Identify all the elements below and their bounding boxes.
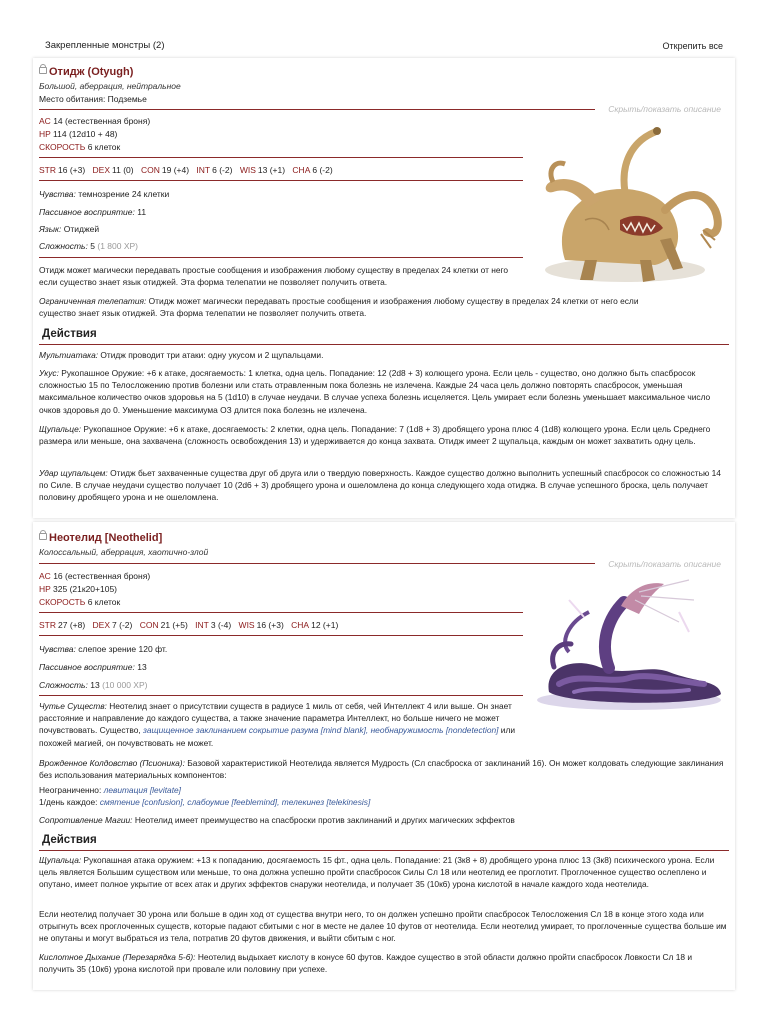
action-acid-breath bbox=[39, 951, 729, 975]
passive-perception bbox=[39, 207, 146, 217]
action-tentacles-cont: Если неотелид получает 30 урона или больше в один ход от существа внутри него, то он должен успешно пройти спасбросок Телосложения Сл 18 в конце этого хода или отрыгнуть всех проглоченных существ, которые падают сбитыми с ног в месте не далее 10 футов от неотелида. Если неотелид умирает, то проглоченные существа больше им не опутаны и могут выбраться из тела, потратив 20 футов движения, и выйти сбитым с ног. bbox=[39, 909, 727, 944]
ability-scores bbox=[39, 620, 343, 630]
monster-habitat: Место обитания: Подземье bbox=[39, 94, 147, 104]
ability-value: 7 (-2) bbox=[112, 620, 133, 630]
ac-label: AC bbox=[39, 116, 51, 126]
senses-label: Чувства: bbox=[39, 644, 76, 654]
challenge-rating bbox=[39, 241, 138, 251]
action-label: Мультиатака: bbox=[39, 350, 99, 360]
ability-value: 27 (+8) bbox=[58, 620, 86, 630]
senses-value: темнозрение 24 клетки bbox=[78, 189, 170, 199]
speed-label: СКОРОСТЬ bbox=[39, 142, 86, 152]
unpin-all-button[interactable]: Открепить все bbox=[662, 41, 723, 51]
trait-innate-spellcasting bbox=[39, 757, 729, 781]
ability-key: DEX bbox=[92, 620, 111, 630]
monster-card-neothelid bbox=[33, 522, 735, 990]
ability-con bbox=[140, 620, 188, 630]
ability-value: 16 (+3) bbox=[256, 620, 284, 630]
ability-scores bbox=[39, 165, 338, 175]
ability-str bbox=[39, 620, 85, 630]
hp-label: HP bbox=[39, 584, 51, 594]
monster-type-line: Колоссальный, аберрация, хаотично-злой bbox=[39, 547, 209, 557]
ability-int bbox=[196, 165, 232, 175]
actions-heading: Действия bbox=[42, 834, 97, 846]
trait-label: Чутье Существ: bbox=[39, 701, 107, 711]
divider bbox=[39, 612, 523, 613]
challenge-rating bbox=[39, 680, 147, 690]
ability-key: CHA bbox=[291, 620, 310, 630]
ability-value: 21 (+5) bbox=[160, 620, 188, 630]
passive-label: Пассивное восприятие: bbox=[39, 207, 135, 217]
divider bbox=[39, 563, 595, 564]
action-label: Удар щупальцем: bbox=[39, 468, 108, 478]
cr-label: Сложность: bbox=[39, 241, 88, 251]
ability-dex bbox=[93, 165, 134, 175]
hp-value: 114 (12d10 + 48) bbox=[53, 129, 118, 139]
action-tentacles bbox=[39, 854, 729, 891]
ac-value: 14 (естественная броня) bbox=[53, 116, 151, 126]
ability-key: INT bbox=[196, 165, 211, 175]
senses-label: Чувства: bbox=[39, 189, 76, 199]
ability-wis bbox=[239, 620, 284, 630]
cr-value: 5 bbox=[90, 241, 95, 251]
ability-key: WIS bbox=[238, 620, 255, 630]
action-multiattack bbox=[39, 349, 729, 361]
action-label: Кислотное Дыхание (Перезарядка 5-6): bbox=[39, 952, 196, 962]
ability-key: STR bbox=[39, 620, 56, 630]
hp-value: 325 (21к20+105) bbox=[53, 584, 118, 594]
ability-str bbox=[39, 165, 85, 175]
ability-cha bbox=[292, 165, 332, 175]
ability-key: CON bbox=[140, 165, 160, 175]
ability-con bbox=[141, 165, 189, 175]
spells-per-day bbox=[39, 796, 729, 808]
trait-text: Базовой характеристикой Неотелида является Мудрость (Сл спасброска от заклинаний 16). Он может колдовать следующие заклинания без использования материальных компонентов: bbox=[39, 758, 724, 781]
monster-card-otyugh bbox=[33, 58, 735, 518]
ac-label: AC bbox=[39, 571, 51, 581]
action-text: Рукопашная атака оружием: +13 к попаданию, досягаемость 15 фт., одна цель. Попадание: 21 (3к8 + 8) дробящего урона плюс 13 (3к8) психического урона. Если цель является Большим существом или меньше, то она должна успешно пройти спасбросок Силы Сл 18 или неотелид ее проглотит. Проглоченное существо ослеплено и опутано, имеет полное укрытие от всех атак и других эффектов снаружи неотелида, и получает 35 (10к6) урона кислотой в начале каждого хода неотелида. bbox=[39, 855, 715, 890]
ability-key: DEX bbox=[92, 165, 111, 175]
trait-text: Неотелид имеет преимущество на спасброски против заклинаний и других магических эффектов bbox=[134, 815, 515, 825]
action-label: Укус: bbox=[39, 368, 59, 378]
trait-label: Врожденное Колдовство (Псионика): bbox=[39, 758, 185, 768]
ability-value: 3 (-4) bbox=[210, 620, 232, 630]
divider bbox=[39, 635, 523, 636]
ac-value: 16 (естественная броня) bbox=[53, 571, 151, 581]
languages-label: Язык: bbox=[39, 224, 62, 234]
trait-label: Ограниченная телепатия: bbox=[39, 296, 147, 306]
speed bbox=[39, 142, 120, 152]
spell-freq-label: Неограниченно: bbox=[39, 785, 102, 795]
monster-description: Отидж может магически передавать простые сообщения и изображения любому существу в пределах 24 клетки от него если существо знает язык отиджей. Эта форма телепатии не позволяет получить ответа. bbox=[39, 265, 509, 288]
languages bbox=[39, 224, 99, 234]
speed-label: СКОРОСТЬ bbox=[39, 597, 86, 607]
action-tentacle-slam bbox=[39, 467, 729, 504]
ability-key: WIS bbox=[239, 165, 256, 175]
ability-value: 11 (0) bbox=[112, 165, 134, 175]
passive-label: Пассивное восприятие: bbox=[39, 662, 135, 672]
ability-wis bbox=[240, 165, 285, 175]
cr-xp: (10 000 XP) bbox=[102, 680, 148, 690]
armor-class bbox=[39, 116, 150, 126]
passive-value: 11 bbox=[137, 207, 147, 217]
ability-value: 6 (-2) bbox=[312, 165, 333, 175]
action-bite bbox=[39, 367, 729, 416]
monster-name[interactable] bbox=[39, 66, 133, 78]
trait-magic-resistance bbox=[39, 814, 729, 826]
divider bbox=[39, 695, 523, 696]
ability-key: INT bbox=[195, 620, 209, 630]
spell-freq-label: 1/день каждое: bbox=[39, 797, 98, 807]
monster-name-text: Неотелид [Neothelid] bbox=[49, 532, 163, 544]
pin-lock-icon[interactable] bbox=[39, 67, 47, 74]
pinned-header bbox=[0, 36, 768, 56]
ability-key: CON bbox=[139, 620, 159, 630]
languages-value: Отиджей bbox=[63, 224, 100, 234]
neothelid-illustration bbox=[529, 572, 729, 714]
trait-text: Отидж может магически передавать простые сообщения и изображения любому существу в пределах 24 клетки от него если существо знает язык отиджей. Эта форма телепатии не позволяет получить ответа. bbox=[39, 296, 639, 319]
cr-xp: (1 800 XP) bbox=[97, 241, 139, 251]
action-label: Щупальце: bbox=[39, 424, 82, 434]
divider bbox=[39, 257, 523, 258]
monster-type-line: Большой, аберрация, нейтральное bbox=[39, 81, 181, 91]
ability-value: 12 (+1) bbox=[311, 620, 339, 630]
divider bbox=[39, 109, 595, 110]
ability-value: 13 (+1) bbox=[257, 165, 286, 175]
ability-key: STR bbox=[39, 165, 56, 175]
ability-int bbox=[195, 620, 231, 630]
spells-at-will bbox=[39, 784, 729, 796]
divider bbox=[39, 180, 523, 181]
hp-label: HP bbox=[39, 129, 51, 139]
action-text: Рукопашное Оружие: +6 к атаке, досягаемость: 2 клетки, одна цель. Попадание: 7 (1d8 + 3) дробящего урона плюс 4 (1d8) колющего урона. Если цель Среднего размера или меньше, она захвачена (сложность освобождения 13) и удерживается до конца захвата. Отидж имеет 2 щупальца, каждым он может захватить одну цель. bbox=[39, 424, 711, 447]
trait-limited-telepathy bbox=[39, 295, 675, 319]
senses bbox=[39, 644, 167, 654]
ability-value: 16 (+3) bbox=[58, 165, 86, 175]
hit-points bbox=[39, 129, 117, 139]
action-text: Рукопашное Оружие: +6 к атаке, досягаемость: 1 клетка, одна цель. Попадание: 12 (2d8 + 3) колющего урона. Если цель - существо, оно должно быть спасбросок сложностью 15 по Телосложению против болезни или стать отравленным пока болезнь не излечена. Каждые 24 часа цель должно повторять спасбросок, уменьшая максимальное количество очков здоровья на 5 (1d10) в случае неудачи. В случае успеха болезнь исцеляется. Цель умирает если болезнь уменьшает максимальное число очков здоровья до 0. Уменьшение максимума ОЗ длится пока болезнь не излечена. bbox=[39, 368, 711, 415]
toggle-description-link[interactable]: Скрыть/показать описание bbox=[608, 104, 721, 114]
action-label: Щупальца: bbox=[39, 855, 82, 865]
trait-creature-sense bbox=[39, 700, 523, 749]
divider bbox=[39, 344, 729, 345]
speed-value: 6 клеток bbox=[87, 597, 121, 607]
trait-text: Неотелид знает о присутствии существ в радиусе 1 миль от себя, чей Интеллект 4 или выше. Он знает расстояние и направление до каждого существа, а также значение параметра Интеллект, но больше ничего не может почувствовать. Существо, bbox=[39, 701, 512, 736]
senses bbox=[39, 189, 169, 199]
armor-class bbox=[39, 571, 150, 581]
toggle-description-link[interactable]: Скрыть/показать описание bbox=[608, 559, 721, 569]
divider bbox=[39, 850, 729, 851]
senses-value: слепое зрение 120 фт. bbox=[78, 644, 168, 654]
spell-link[interactable]: смятение [confusion], слабоумие [feeblemind], телекинез [telekinesis] bbox=[99, 797, 371, 807]
spell-link[interactable]: левитация [levitate] bbox=[103, 785, 182, 795]
hit-points bbox=[39, 584, 117, 594]
ability-value: 19 (+4) bbox=[161, 165, 190, 175]
action-text: Отидж бьет захваченные существа друг об друга или о твердую поверхность. Каждое существо должно выполнить успешный спасбросок со сложностью 14 по Силе. В случае неудачи существо получает 10 (2d6 + 3) дробящего урона и ошеломлена до конца следующего хода отиджа. В случае успешного броска, цель получает половину дробящего урона и не ошеломлена. bbox=[39, 468, 721, 503]
ability-cha bbox=[291, 620, 338, 630]
speed bbox=[39, 597, 120, 607]
cr-label: Сложность: bbox=[39, 680, 88, 690]
action-text: Неотелид выдыхает кислоту в конусе 60 футов. Каждое существо в этой области должно пройти спасбросок Ловкости Сл 18 и получить 35 (10к6) урона кислотой при провале или половину при успехе. bbox=[39, 952, 693, 975]
trait-text: или похожей магией, он почувствовать не может. bbox=[39, 725, 516, 748]
passive-perception bbox=[39, 662, 147, 672]
passive-value: 13 bbox=[137, 662, 147, 672]
ability-dex bbox=[93, 620, 133, 630]
actions-heading: Действия bbox=[42, 328, 97, 340]
ability-key: CHA bbox=[292, 165, 311, 175]
spell-link[interactable]: защищенное заклинанием сокрытие разума [mind blank], необнаружимость [nondetection] bbox=[143, 725, 499, 736]
speed-value: 6 клеток bbox=[87, 142, 121, 152]
pin-lock-icon[interactable] bbox=[39, 533, 47, 540]
action-tentacle bbox=[39, 423, 729, 447]
cr-value: 13 bbox=[90, 680, 100, 690]
monster-name-text: Отидж (Otyugh) bbox=[49, 66, 134, 78]
ability-value: 6 (-2) bbox=[212, 165, 233, 175]
otyugh-illustration bbox=[525, 120, 731, 288]
monster-name[interactable] bbox=[39, 532, 162, 544]
trait-label: Сопротивление Магии: bbox=[39, 815, 133, 825]
action-text: Отидж проводит три атаки: одну укусом и 2 щупальцами. bbox=[100, 350, 324, 360]
divider bbox=[39, 157, 523, 158]
pinned-monsters-title: Закрепленные монстры (2) bbox=[45, 40, 165, 51]
